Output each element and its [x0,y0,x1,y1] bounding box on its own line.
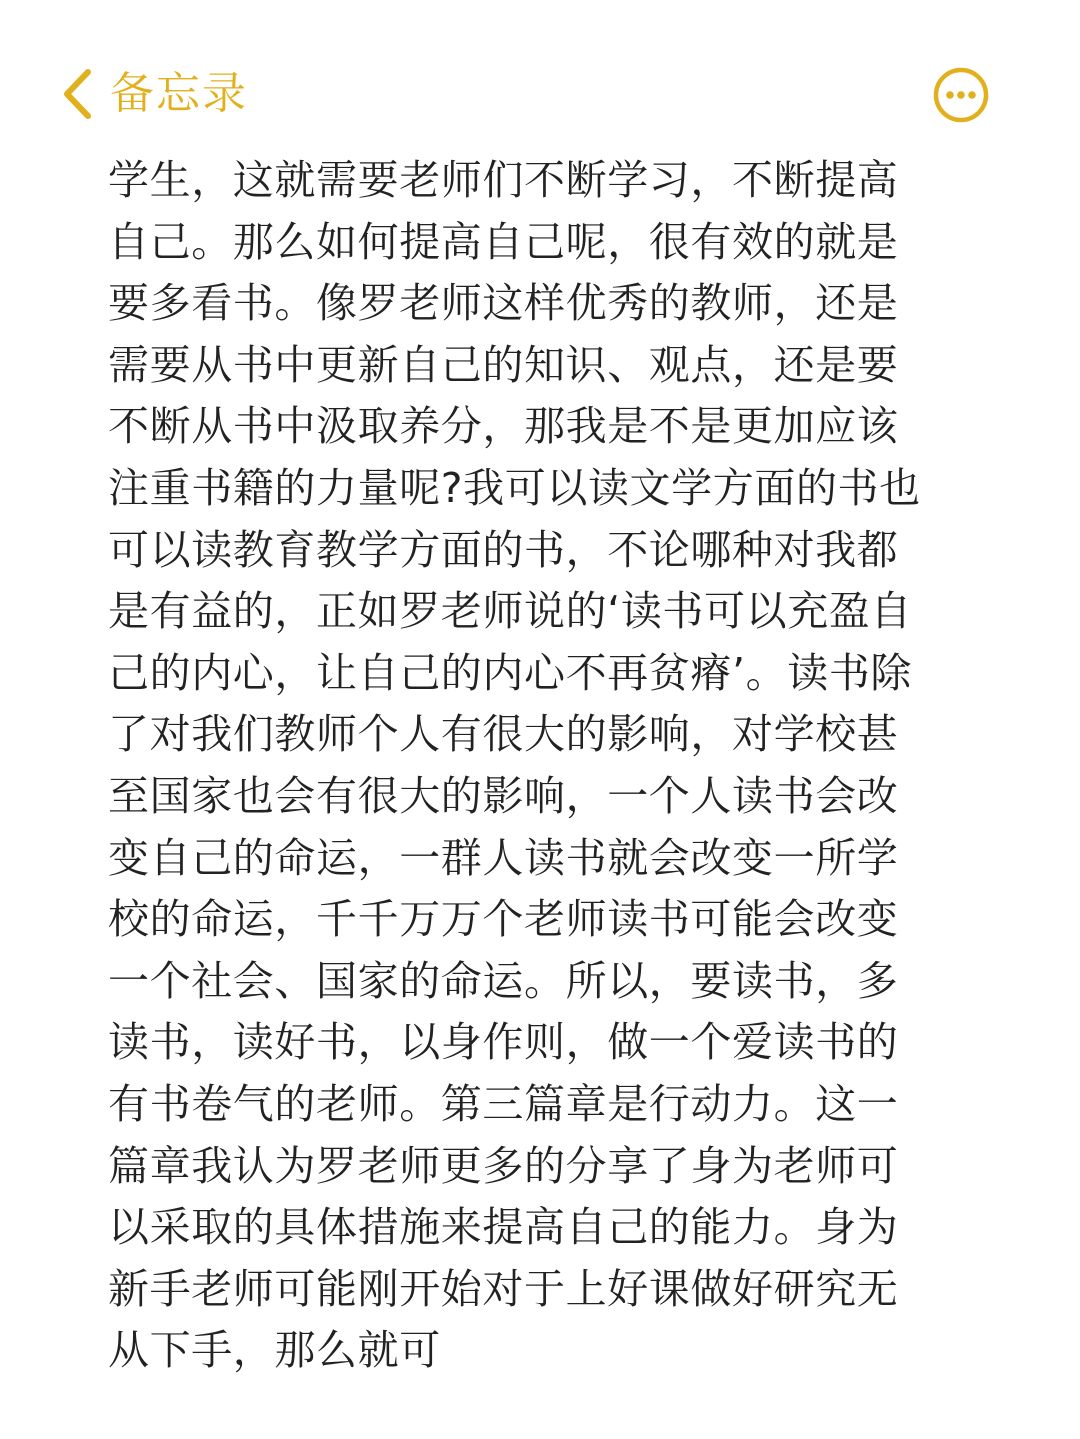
back-button[interactable] [60,62,248,126]
note-line: 读书，读好书，以身作则，做一个爱读书的 [108,1018,899,1067]
note-line: 至国家也会有很大的影响，一个人读书会改 [108,771,899,820]
note-line: 了对我们教师个人有很大的影响，对学校甚 [108,710,899,759]
more-button[interactable] [933,67,989,123]
note-line: 是有益的，正如罗老师说的‘读书可以充盈自 [108,587,913,636]
back-label: 备忘录 [110,68,248,119]
note-line: 一个社会、国家的命运。所以，要读书，多 [108,956,899,1005]
note-line: 需要从书中更新自己的知识、观点，还是要 [108,340,899,389]
note-line: 校的命运，千千万万个老师读书可能会改变 [108,895,899,944]
note-line: 不断从书中汲取养分，那我是不是更加应该 [108,402,899,451]
note-line: 自己。那么如何提高自己呢，很有效的就是 [108,217,899,266]
nav-bar [0,0,1080,150]
chevron-left-icon [60,67,94,121]
note-line: 有书卷气的老师。第三篇章是行动力。这一 [108,1079,899,1128]
note-line: 注重书籍的力量呢?我可以读文学方面的书也 [108,463,921,512]
note-line: 篇章我认为罗老师更多的分享了身为老师可 [108,1141,899,1190]
note-line: 己的内心，让自己的内心不再贫瘠’。读书除 [108,648,913,697]
more-circle-icon [933,67,989,123]
note-line: 学生，这就需要老师们不断学习，不断提高 [108,156,899,204]
note-line: 从下手，那么就可 [108,1326,441,1375]
note-line: 以采取的具体措施来提高自己的能力。身为 [108,1203,899,1252]
note-line: 要多看书。像罗老师这样优秀的教师，还是 [108,279,899,328]
note-line: 新手老师可能刚开始对于上好课做好研究无 [108,1264,899,1313]
note-line: 变自己的命运，一群人读书就会改变一所学 [108,833,899,882]
note-line: 可以读教育教学方面的书，不论哪种对我都 [108,525,899,574]
note-body[interactable] [108,150,968,1382]
